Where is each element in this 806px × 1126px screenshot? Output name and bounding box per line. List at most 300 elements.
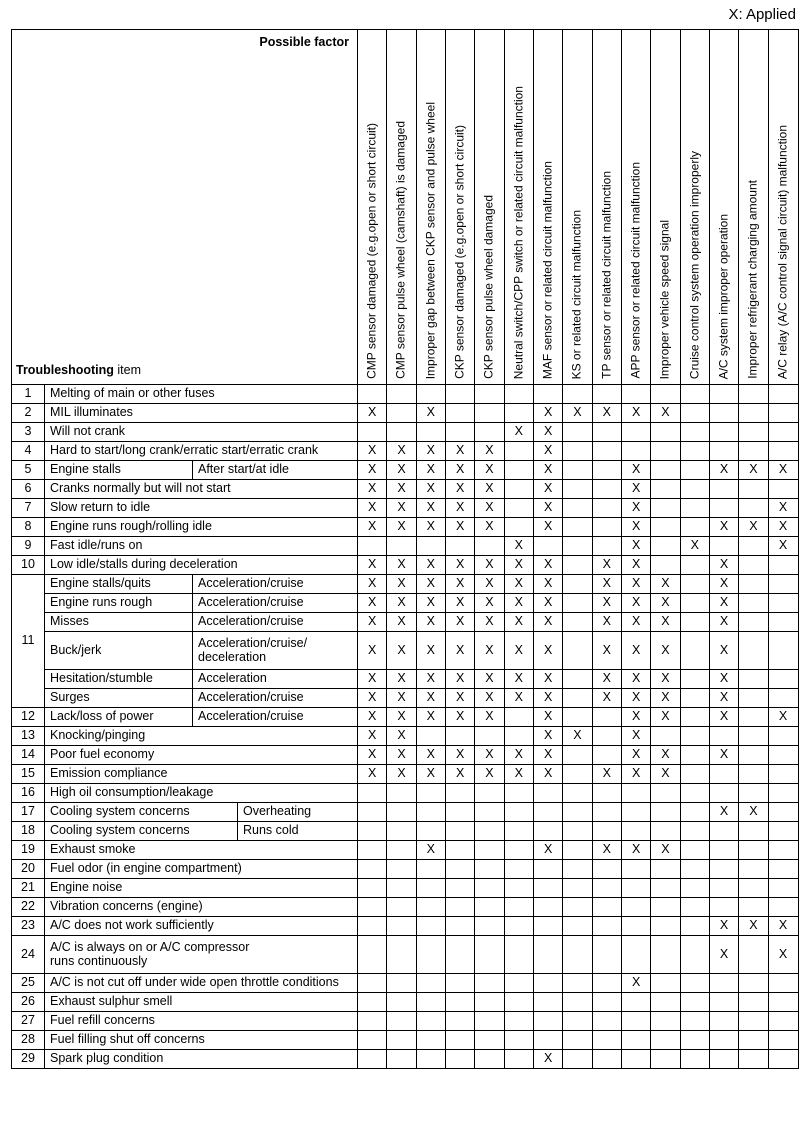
empty-cell [358, 974, 387, 993]
empty-cell [651, 423, 680, 442]
applied-mark: X [533, 689, 562, 708]
empty-cell [416, 1031, 445, 1050]
applied-mark: X [445, 613, 474, 632]
empty-cell [563, 765, 592, 784]
table-row [12, 708, 799, 727]
empty-cell [739, 689, 768, 708]
applied-mark: X [504, 670, 533, 689]
empty-cell [358, 784, 387, 803]
empty-cell [739, 594, 768, 613]
applied-mark: X [592, 404, 621, 423]
applied-mark: X [533, 613, 562, 632]
empty-cell [445, 784, 474, 803]
applied-mark: X [358, 518, 387, 537]
empty-cell [651, 936, 680, 974]
condition-label: Acceleration [193, 670, 358, 689]
empty-cell [358, 803, 387, 822]
item-label: Exhaust smoke [45, 841, 358, 860]
applied-mark: X [416, 765, 445, 784]
applied-mark: X [475, 746, 504, 765]
table-row [12, 499, 799, 518]
table-row [12, 993, 799, 1012]
item-label: A/C is always on or A/C compressor runs continuously [45, 936, 358, 974]
empty-cell [768, 480, 798, 499]
applied-mark: X [387, 499, 416, 518]
applied-mark: X [416, 841, 445, 860]
empty-cell [621, 1050, 650, 1069]
applied-mark: X [621, 727, 650, 746]
row-number: 13 [12, 727, 45, 746]
empty-cell [592, 803, 621, 822]
applied-mark: X [533, 442, 562, 461]
empty-cell [445, 385, 474, 404]
condition-label: Acceleration/cruise/ deceleration [193, 632, 358, 670]
applied-mark: X [445, 708, 474, 727]
empty-cell [739, 974, 768, 993]
empty-cell [621, 879, 650, 898]
empty-cell [475, 1012, 504, 1031]
empty-cell [358, 385, 387, 404]
empty-cell [563, 461, 592, 480]
empty-cell [533, 879, 562, 898]
applied-mark: X [651, 841, 680, 860]
possible-factor-label: Possible factor [259, 35, 349, 49]
item-label: Low idle/stalls during deceleration [45, 556, 358, 575]
empty-cell [651, 1012, 680, 1031]
empty-cell [651, 898, 680, 917]
empty-cell [475, 404, 504, 423]
empty-cell [475, 860, 504, 879]
empty-cell [709, 1031, 738, 1050]
applied-mark: X [768, 518, 798, 537]
empty-cell [739, 556, 768, 575]
table-row [12, 1031, 799, 1050]
applied-mark: X [533, 423, 562, 442]
applied-mark: X [709, 936, 738, 974]
empty-cell [358, 841, 387, 860]
empty-cell [445, 1012, 474, 1031]
empty-cell [504, 499, 533, 518]
empty-cell [680, 575, 709, 594]
empty-cell [739, 613, 768, 632]
empty-cell [387, 404, 416, 423]
empty-cell [768, 385, 798, 404]
empty-cell [651, 974, 680, 993]
empty-cell [621, 860, 650, 879]
factor-label: CMP sensor damaged (e.g.open or short circuit) [364, 123, 379, 379]
empty-cell [709, 974, 738, 993]
empty-cell [563, 822, 592, 841]
applied-mark: X [504, 765, 533, 784]
empty-cell [563, 1031, 592, 1050]
applied-mark: X [416, 442, 445, 461]
legend-applied: X: Applied [728, 6, 796, 23]
empty-cell [358, 917, 387, 936]
empty-cell [680, 803, 709, 822]
empty-cell [563, 860, 592, 879]
empty-cell [709, 404, 738, 423]
empty-cell [621, 385, 650, 404]
applied-mark: X [387, 613, 416, 632]
item-label: Emission compliance [45, 765, 358, 784]
applied-mark: X [768, 537, 798, 556]
empty-cell [475, 1031, 504, 1050]
applied-mark: X [768, 936, 798, 974]
row-number: 17 [12, 803, 45, 822]
empty-cell [504, 727, 533, 746]
empty-cell [739, 993, 768, 1012]
row-number: 12 [12, 708, 45, 727]
empty-cell [680, 670, 709, 689]
empty-cell [739, 1012, 768, 1031]
applied-mark: X [651, 689, 680, 708]
empty-cell [592, 822, 621, 841]
empty-cell [651, 993, 680, 1012]
applied-mark: X [358, 689, 387, 708]
applied-mark: X [621, 974, 650, 993]
item-label: Cooling system concerns [45, 822, 238, 841]
empty-cell [445, 423, 474, 442]
applied-mark: X [709, 461, 738, 480]
empty-cell [680, 784, 709, 803]
applied-mark: X [358, 594, 387, 613]
applied-mark: X [475, 480, 504, 499]
applied-mark: X [387, 670, 416, 689]
applied-mark: X [358, 404, 387, 423]
empty-cell [768, 765, 798, 784]
item-label: A/C does not work sufficiently [45, 917, 358, 936]
item-label: Fuel refill concerns [45, 1012, 358, 1031]
table-row [12, 1012, 799, 1031]
empty-cell [445, 936, 474, 974]
row-number: 16 [12, 784, 45, 803]
applied-mark: X [475, 499, 504, 518]
row-number: 25 [12, 974, 45, 993]
empty-cell [592, 936, 621, 974]
empty-cell [680, 974, 709, 993]
empty-cell [475, 803, 504, 822]
empty-cell [504, 879, 533, 898]
empty-cell [680, 1012, 709, 1031]
empty-cell [563, 442, 592, 461]
empty-cell [592, 746, 621, 765]
empty-cell [592, 784, 621, 803]
empty-cell [739, 1031, 768, 1050]
condition-label: Acceleration/cruise [193, 613, 358, 632]
empty-cell [387, 1012, 416, 1031]
item-label: Melting of main or other fuses [45, 385, 358, 404]
empty-cell [475, 974, 504, 993]
empty-cell [563, 993, 592, 1012]
empty-cell [709, 822, 738, 841]
applied-mark: X [533, 632, 562, 670]
empty-cell [416, 917, 445, 936]
empty-cell [504, 841, 533, 860]
empty-cell [709, 1012, 738, 1031]
applied-mark: X [621, 556, 650, 575]
table-body [12, 385, 799, 1069]
factor-header-15 [768, 30, 798, 385]
empty-cell [621, 784, 650, 803]
applied-mark: X [504, 423, 533, 442]
empty-cell [533, 974, 562, 993]
applied-mark: X [416, 461, 445, 480]
empty-cell [592, 518, 621, 537]
empty-cell [563, 784, 592, 803]
empty-cell [504, 1031, 533, 1050]
applied-mark: X [533, 518, 562, 537]
row-number: 28 [12, 1031, 45, 1050]
applied-mark: X [651, 575, 680, 594]
applied-mark: X [621, 537, 650, 556]
empty-cell [739, 537, 768, 556]
table-row [12, 556, 799, 575]
applied-mark: X [533, 556, 562, 575]
empty-cell [358, 423, 387, 442]
table-row [12, 765, 799, 784]
applied-mark: X [533, 461, 562, 480]
empty-cell [592, 917, 621, 936]
applied-mark: X [592, 556, 621, 575]
factor-header-4 [445, 30, 474, 385]
applied-mark: X [445, 480, 474, 499]
empty-cell [739, 480, 768, 499]
empty-cell [768, 632, 798, 670]
item-label: High oil consumption/leakage [45, 784, 358, 803]
applied-mark: X [651, 708, 680, 727]
factor-header-11 [651, 30, 680, 385]
empty-cell [563, 689, 592, 708]
applied-mark: X [709, 556, 738, 575]
factor-label: A/C system improper operation [716, 213, 731, 379]
applied-mark: X [592, 632, 621, 670]
empty-cell [680, 632, 709, 670]
applied-mark: X [358, 708, 387, 727]
empty-cell [621, 1012, 650, 1031]
table-row [12, 917, 799, 936]
empty-cell [768, 860, 798, 879]
empty-cell [504, 898, 533, 917]
empty-cell [709, 993, 738, 1012]
applied-mark: X [387, 480, 416, 499]
empty-cell [680, 594, 709, 613]
applied-mark: X [416, 670, 445, 689]
applied-mark: X [533, 499, 562, 518]
row-number: 26 [12, 993, 45, 1012]
empty-cell [709, 784, 738, 803]
applied-mark: X [416, 518, 445, 537]
empty-cell [475, 537, 504, 556]
empty-cell [739, 879, 768, 898]
empty-cell [680, 898, 709, 917]
empty-cell [709, 537, 738, 556]
row-number: 1 [12, 385, 45, 404]
factor-header-2 [387, 30, 416, 385]
empty-cell [592, 537, 621, 556]
empty-cell [563, 898, 592, 917]
empty-cell [563, 936, 592, 974]
empty-cell [563, 575, 592, 594]
factor-label: A/C relay (A/C control signal circuit) malfunction [775, 124, 790, 379]
item-label: Hesitation/stumble [45, 670, 193, 689]
applied-mark: X [475, 461, 504, 480]
applied-mark: X [709, 917, 738, 936]
empty-cell [739, 385, 768, 404]
empty-cell [533, 936, 562, 974]
applied-mark: X [768, 917, 798, 936]
applied-mark: X [475, 765, 504, 784]
empty-cell [651, 480, 680, 499]
empty-cell [739, 841, 768, 860]
applied-mark: X [592, 765, 621, 784]
table-row [12, 727, 799, 746]
condition-label: Acceleration/cruise [193, 575, 358, 594]
empty-cell [563, 385, 592, 404]
empty-cell [445, 898, 474, 917]
empty-cell [680, 746, 709, 765]
table-row [12, 480, 799, 499]
empty-cell [621, 993, 650, 1012]
applied-mark: X [387, 765, 416, 784]
empty-cell [768, 803, 798, 822]
empty-cell [563, 556, 592, 575]
empty-cell [768, 442, 798, 461]
empty-cell [445, 1031, 474, 1050]
applied-mark: X [533, 708, 562, 727]
item-label: Spark plug condition [45, 1050, 358, 1069]
row-number: 29 [12, 1050, 45, 1069]
empty-cell [533, 1031, 562, 1050]
empty-cell [475, 727, 504, 746]
item-label: Cranks normally but will not start [45, 480, 358, 499]
table-row [12, 879, 799, 898]
empty-cell [504, 518, 533, 537]
applied-mark: X [621, 708, 650, 727]
applied-mark: X [475, 518, 504, 537]
applied-mark: X [358, 746, 387, 765]
applied-mark: X [416, 499, 445, 518]
empty-cell [680, 1031, 709, 1050]
applied-mark: X [533, 480, 562, 499]
applied-mark: X [533, 1050, 562, 1069]
applied-mark: X [651, 404, 680, 423]
empty-cell [709, 898, 738, 917]
factor-header-13 [709, 30, 738, 385]
empty-cell [504, 404, 533, 423]
corner-header-cell [12, 30, 358, 385]
applied-mark: X [445, 575, 474, 594]
applied-mark: X [387, 727, 416, 746]
empty-cell [416, 822, 445, 841]
row-number: 5 [12, 461, 45, 480]
empty-cell [768, 670, 798, 689]
empty-cell [709, 860, 738, 879]
applied-mark: X [387, 461, 416, 480]
factor-header-7 [533, 30, 562, 385]
empty-cell [739, 499, 768, 518]
empty-cell [416, 1012, 445, 1031]
empty-cell [475, 423, 504, 442]
empty-cell [358, 1012, 387, 1031]
applied-mark: X [533, 765, 562, 784]
empty-cell [709, 385, 738, 404]
empty-cell [768, 822, 798, 841]
factor-header-12 [680, 30, 709, 385]
empty-cell [680, 480, 709, 499]
empty-cell [387, 385, 416, 404]
item-label: Misses [45, 613, 193, 632]
applied-mark: X [387, 518, 416, 537]
row-number: 10 [12, 556, 45, 575]
empty-cell [739, 442, 768, 461]
table-row [12, 575, 799, 594]
applied-mark: X [504, 594, 533, 613]
applied-mark: X [416, 632, 445, 670]
empty-cell [563, 594, 592, 613]
empty-cell [475, 784, 504, 803]
empty-cell [592, 499, 621, 518]
empty-cell [621, 423, 650, 442]
applied-mark: X [533, 727, 562, 746]
factor-label: KS or related circuit malfunction [569, 209, 584, 379]
table-row [12, 632, 799, 670]
condition-label: Overheating [238, 803, 358, 822]
empty-cell [651, 784, 680, 803]
row-number: 19 [12, 841, 45, 860]
item-label: Lack/loss of power [45, 708, 193, 727]
row-number: 24 [12, 936, 45, 974]
empty-cell [504, 974, 533, 993]
empty-cell [416, 860, 445, 879]
row-number: 18 [12, 822, 45, 841]
applied-mark: X [533, 575, 562, 594]
empty-cell [504, 993, 533, 1012]
empty-cell [680, 765, 709, 784]
applied-mark: X [621, 461, 650, 480]
empty-cell [592, 860, 621, 879]
empty-cell [680, 385, 709, 404]
applied-mark: X [387, 689, 416, 708]
empty-cell [709, 765, 738, 784]
item-label: A/C is not cut off under wide open throttle conditions [45, 974, 358, 993]
empty-cell [651, 917, 680, 936]
applied-mark: X [533, 594, 562, 613]
empty-cell [739, 632, 768, 670]
applied-mark: X [358, 499, 387, 518]
applied-mark: X [709, 632, 738, 670]
row-number: 20 [12, 860, 45, 879]
applied-mark: X [475, 556, 504, 575]
empty-cell [768, 423, 798, 442]
applied-mark: X [445, 499, 474, 518]
table-row [12, 974, 799, 993]
empty-cell [768, 898, 798, 917]
applied-mark: X [651, 746, 680, 765]
empty-cell [768, 974, 798, 993]
applied-mark: X [358, 670, 387, 689]
empty-cell [621, 803, 650, 822]
empty-cell [651, 879, 680, 898]
applied-mark: X [475, 632, 504, 670]
factor-label: APP sensor or related circuit malfunction [628, 162, 643, 379]
empty-cell [592, 423, 621, 442]
empty-cell [592, 1012, 621, 1031]
empty-cell [739, 670, 768, 689]
applied-mark: X [592, 689, 621, 708]
table-row [12, 860, 799, 879]
empty-cell [533, 537, 562, 556]
table-header [12, 30, 799, 385]
